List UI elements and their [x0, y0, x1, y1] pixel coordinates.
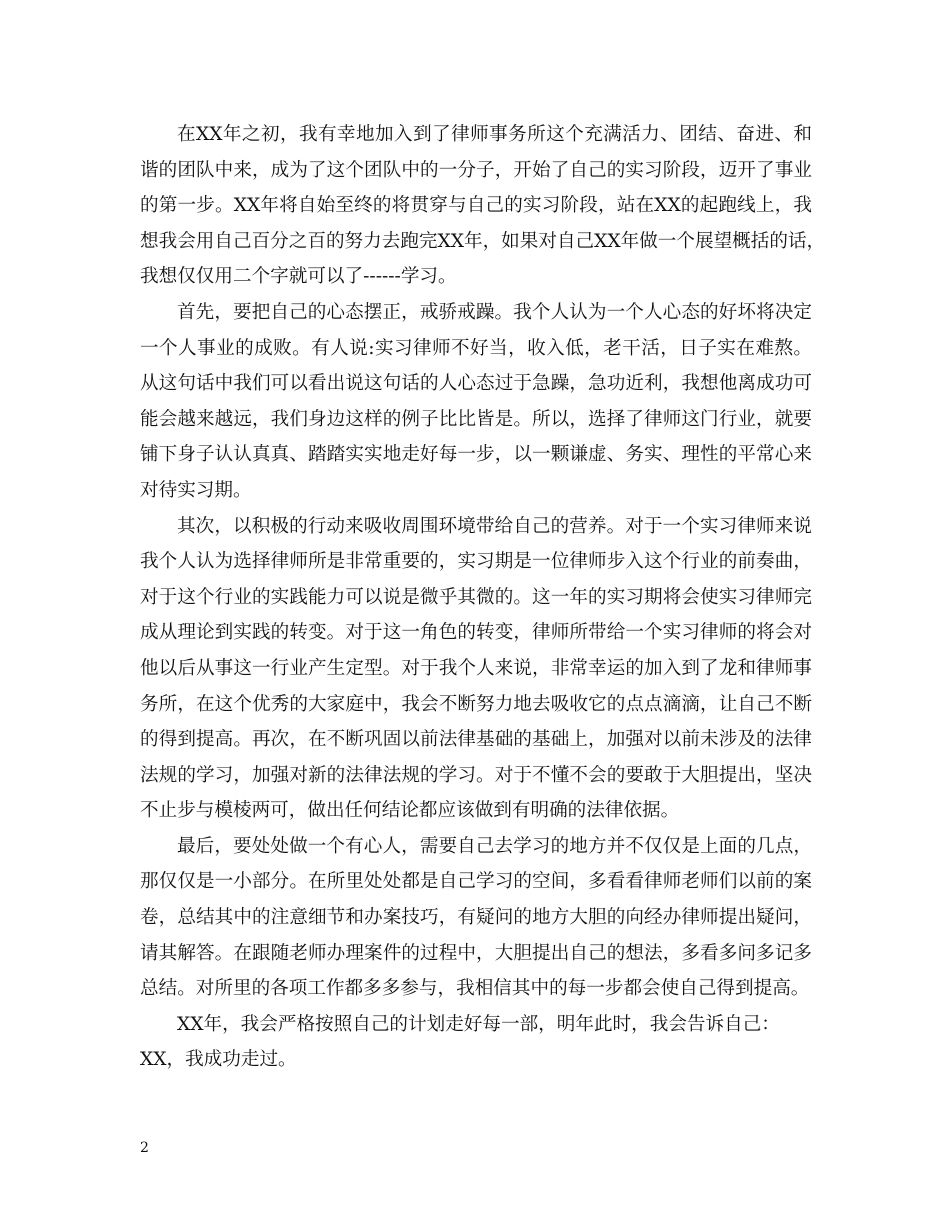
text-line: XX，我成功走过。: [140, 1049, 297, 1071]
text-line: 那仅仅是一小部分。在所里处处都是自己学习的空间，多看看律师老师们以前的案: [140, 871, 812, 893]
text-line: 法规的学习，加强对新的法律法规的学习。对于不懂不会的要敢于大胆提出，坚决: [140, 764, 812, 786]
text-line: 对待实习期。: [140, 479, 252, 501]
text-line: 想我会用自己百分之百的努力去跑完XX年，如果对自己XX年做一个展望概括的话，: [140, 230, 826, 252]
paragraph-3: [140, 509, 812, 829]
text-line: 铺下身子认认真真、踏踏实实地走好每一步，以一颗谦虚、务实、理性的平常心来: [140, 444, 812, 466]
text-line: 能会越来越远，我们身边这样的例子比比皆是。所以，选择了律师这门行业，就要: [140, 408, 812, 430]
text-line: 首先，要把自己的心态摆正，戒骄戒躁。我个人认为一个人心态的好坏将决定: [177, 301, 812, 323]
text-line: 最后，要处处做一个有心人，需要自己去学习的地方并不仅仅是上面的几点，: [177, 835, 812, 857]
text-line: 谐的团队中来，成为了这个团队中的一分子，开始了自己的实习阶段，迈开了事业: [140, 159, 812, 181]
text-line: 一个人事业的成败。有人说:实习律师不好当，收入低，老干活，日子实在难熬。: [140, 337, 812, 359]
text-line: 在XX年之初，我有幸地加入到了律师事务所这个充满活力、团结、奋进、和: [177, 124, 812, 145]
text-line: 不止步与模棱两可，做出任何结论都应该做到有明确的法律依据。: [140, 800, 680, 822]
text-line: 务所，在这个优秀的大家庭中，我会不断努力地去吸收它的点点滴滴，让自己不断: [140, 693, 812, 715]
text-line: 我个人认为选择律师所是非常重要的，实习期是一位律师步入这个行业的前奏曲，: [140, 551, 812, 573]
text-line: 我想仅仅用二个字就可以了------学习。: [140, 266, 457, 288]
text-line: 成从理论到实践的转变。对于这一角色的转变，律师所带给一个实习律师的将会对: [140, 622, 812, 644]
text-line: 总结。对所里的各项工作都多多参与，我相信其中的每一步都会使自己得到提高。: [140, 978, 810, 1000]
text-line: 卷，总结其中的注意细节和办案技巧，有疑问的地方大胆的向经办律师提出疑问，: [140, 907, 812, 929]
text-line: 的得到提高。再次，在不断巩固以前法律基础的基础上，加强对以前未涉及的法律: [140, 729, 812, 751]
text-line: XX年，我会严格按照自己的计划走好每一部，明年此时，我会告诉自己：: [177, 1013, 780, 1035]
text-line: 的第一步。XX年将自始至终的将贯穿与自己的实习阶段，站在XX的起跑线上，我: [140, 195, 812, 217]
text-line: 请其解答。在跟随老师办理案件的过程中，大胆提出自己的想法，多看多问多记多: [140, 942, 812, 964]
paragraph-1: [140, 117, 826, 295]
page-number: 2: [140, 1140, 149, 1156]
text-line: 其次，以积极的行动来吸收周围环境带给自己的营养。对于一个实习律师来说: [177, 515, 812, 537]
document-body: [140, 117, 826, 1078]
text-line: 他以后从事这一行业产生定型。对于我个人来说，非常幸运的加入到了龙和律师事: [140, 657, 812, 679]
paragraph-2: [140, 295, 812, 509]
paragraph-4: [140, 829, 812, 1007]
text-line: 对于这个行业的实践能力可以说是微乎其微的。这一年的实习期将会使实习律师完: [140, 586, 812, 608]
paragraph-5: [140, 1007, 812, 1078]
text-line: 从这句话中我们可以看出说这句话的人心态过于急躁，急功近利，我想他离成功可: [140, 373, 812, 395]
